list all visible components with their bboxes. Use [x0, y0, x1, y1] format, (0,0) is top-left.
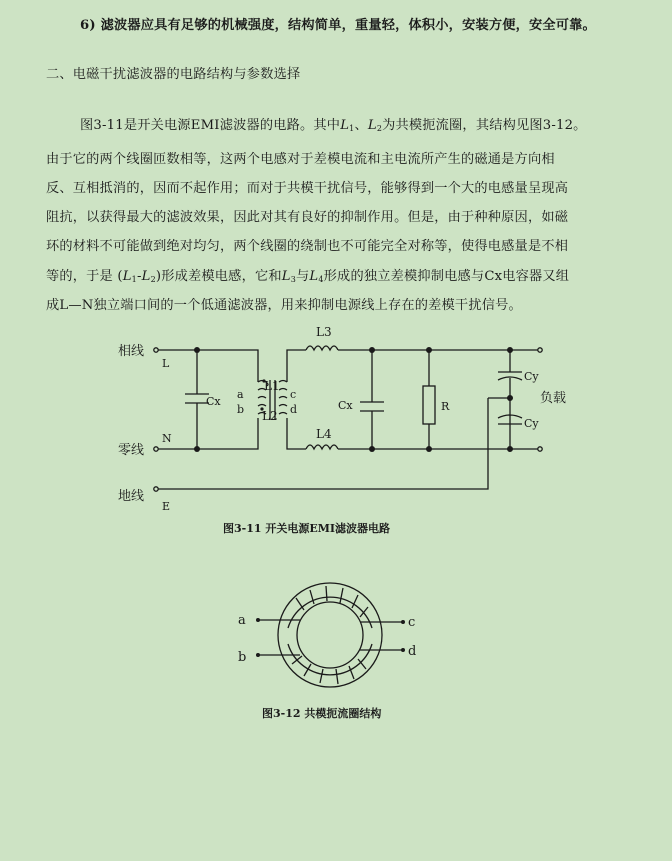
terminal-a	[256, 618, 260, 622]
para-text: 与	[296, 269, 310, 284]
symbol-L3: L	[281, 269, 291, 284]
paragraph-line-6	[46, 265, 569, 284]
cx2-label: Cx	[338, 399, 353, 412]
inductor-L4	[306, 445, 338, 449]
phase-line-label: 相线	[118, 344, 145, 359]
terminal-c	[401, 620, 405, 624]
terminal-L-label: L	[162, 357, 170, 370]
load-label: 负载	[540, 391, 567, 406]
subscript: 4	[318, 275, 324, 284]
cy2-label: Cy	[524, 417, 539, 430]
toroid-c-label: c	[408, 615, 416, 630]
symbol-L4: L	[309, 269, 319, 284]
toroid-d-label: d	[408, 644, 417, 659]
coil-L2-label: L2	[262, 409, 278, 423]
pin-a-label: a	[237, 388, 244, 401]
figure-3-12-caption: 图3-12 共模扼流圈结构	[262, 707, 382, 720]
item-6-text: 6) 滤波器应具有足够的机械强度，结构简单，重量轻，体积小，安装方便，安全可靠。	[80, 18, 596, 33]
para-text: 图3-11是开关电源EMI滤波器的电路。其中	[80, 118, 341, 133]
para-text: 为共模扼流圈，其结构见图3-12。	[382, 118, 587, 133]
ground-wire	[158, 398, 488, 489]
subscript: 1	[349, 124, 355, 133]
l4-label: L4	[316, 427, 332, 441]
subscript: 3	[290, 275, 297, 284]
pin-d-label: d	[290, 403, 298, 416]
terminal-N-label: N	[162, 432, 172, 445]
neutral-line-label: 零线	[118, 443, 145, 458]
para-text: 等的，于是	[46, 269, 113, 284]
terminal-N	[154, 447, 158, 451]
toroid-a-label: a	[238, 613, 246, 628]
paragraph-line-7: 成L—N独立端口间的一个低通滤波器，用来抑制电源线上存在的差模干扰信号。	[46, 298, 522, 313]
r-label: R	[441, 400, 450, 413]
cx1-label: Cx	[206, 395, 221, 408]
symbol-L1: L	[340, 118, 350, 133]
inductor-L3	[306, 346, 338, 350]
para-text: 形成的独立差模抑制电感与Cx电容器又组	[323, 269, 570, 284]
load-terminal-bottom	[538, 447, 542, 451]
terminal-L	[154, 348, 158, 352]
winding-ticks	[292, 586, 368, 684]
terminal-d	[401, 648, 405, 652]
l3-label: L3	[316, 325, 332, 339]
paragraph-line-5: 环的材料不可能做到绝对均匀，两个线圈的绕制也不可能完全对称等，使得电感量是不相	[46, 239, 569, 254]
capacitor-cy	[498, 350, 522, 449]
coil-L1-label: L1	[264, 379, 280, 393]
capacitor-cx2	[360, 350, 384, 449]
toroid-inner	[297, 602, 363, 668]
ground-line-label: 地线	[118, 489, 145, 504]
section-heading: 二、电磁干扰滤波器的电路结构与参数选择	[46, 67, 301, 82]
toroid-outer	[278, 583, 382, 687]
figure-3-11-caption: 图3-11 开关电源EMI滤波器电路	[223, 522, 391, 535]
cy1-label: Cy	[524, 370, 539, 383]
toroid-b-label: b	[238, 650, 247, 665]
terminal-E-label: E	[162, 500, 171, 513]
terminal-E	[154, 487, 158, 491]
paragraph-line-4: 阻抗，以获得最大的滤波效果，因此对其有良好的抑制作用。但是，由于种种原因，如磁	[46, 210, 569, 225]
choke-winding-right	[279, 381, 287, 415]
para-text: 、	[354, 118, 368, 133]
wire	[287, 350, 306, 382]
wire	[287, 418, 306, 449]
wire	[158, 350, 258, 382]
pin-b-label: b	[237, 403, 245, 416]
subscript: 2	[376, 124, 383, 133]
paren-L1-L2: $(L_1-L_2)$	[117, 269, 162, 284]
para-text: 形成差模电感，它和	[161, 269, 282, 284]
terminal-b	[256, 653, 260, 657]
symbol-L2: L	[367, 118, 377, 133]
paragraph-line-1	[80, 114, 587, 133]
paragraph-line-2: 由于它的两个线圈匝数相等，这两个电感对于差模电流和主电流所产生的磁通是方向相	[46, 152, 555, 167]
wire	[158, 418, 258, 449]
emi-filter-circuit	[0, 320, 672, 520]
resistor-R	[423, 386, 435, 424]
paragraph-line-3: 反、互相抵消的，因而不起作用；而对于共模干扰信号，能够得到一个大的电感量呈现高	[46, 181, 569, 196]
load-terminal-top	[538, 348, 542, 352]
pin-c-label: c	[290, 388, 297, 401]
toroid-choke-diagram	[0, 570, 672, 700]
